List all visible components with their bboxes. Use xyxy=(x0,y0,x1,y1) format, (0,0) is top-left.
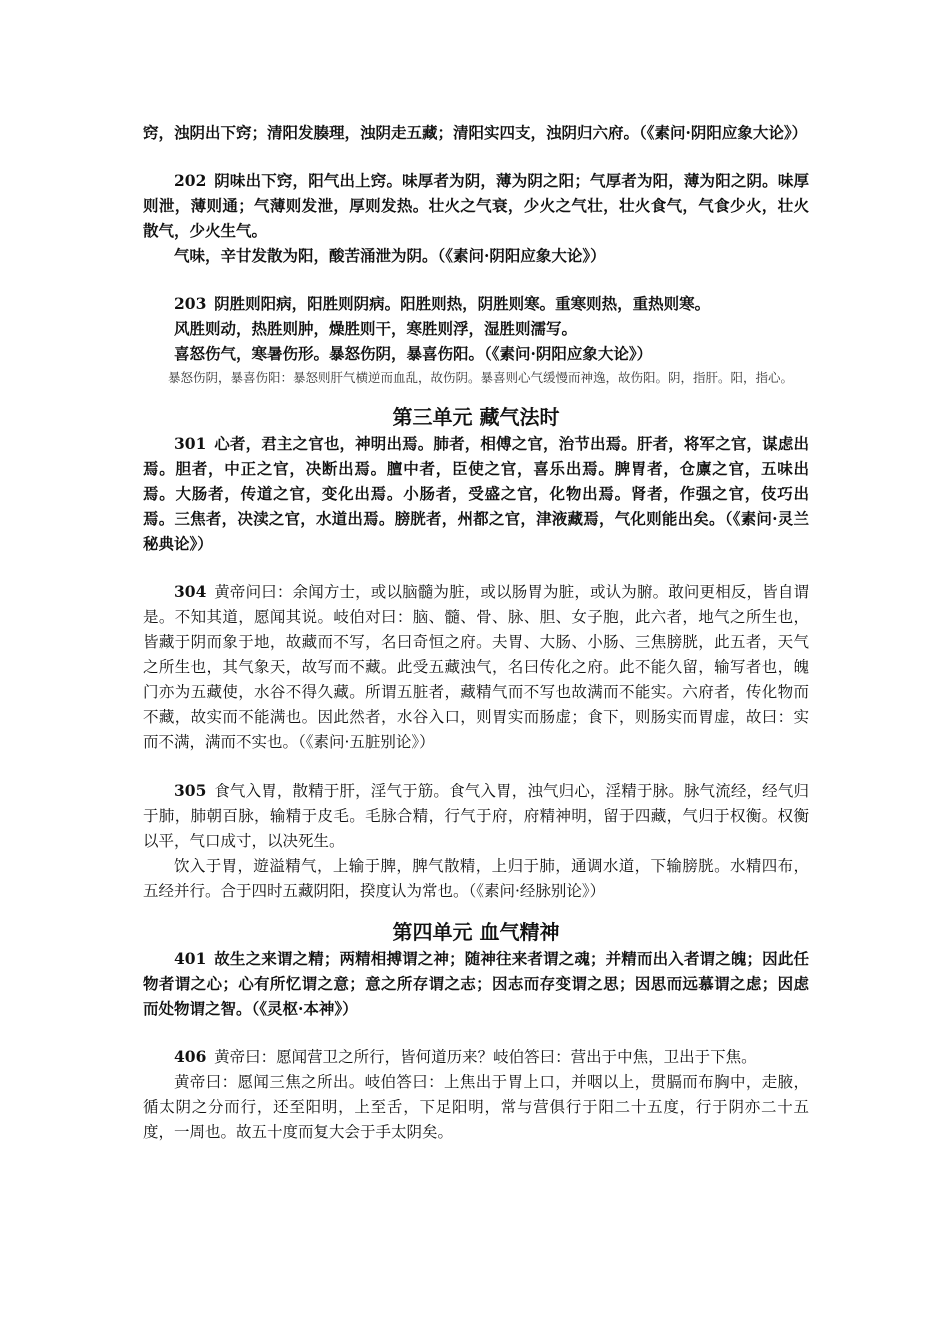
paragraph-number: 401 xyxy=(174,949,207,968)
paragraph-number: 304 xyxy=(174,582,207,601)
paragraph-305-cont: 饮入于胃，遊溢精气，上输于脾，脾气散精，上归于肺，通调水道，下输膀胱。水精四布，五经并行。合于四时五藏阴阳，揆度认为常也。（《素问·经脉别论》） xyxy=(143,857,809,900)
paragraph-202 xyxy=(143,168,809,243)
paragraph-301 xyxy=(143,431,809,556)
spacer xyxy=(143,904,809,918)
paragraph-number: 301 xyxy=(174,434,207,453)
paragraph-number: 203 xyxy=(174,294,207,313)
document-page xyxy=(143,120,809,1145)
paragraph-201-tail: 窍，浊阴出下窍；清阳发腠理，浊阴走五藏；清阳实四支，浊阴归六府。（《素问·阴阳应象大论》） xyxy=(143,123,808,142)
paragraph-text: 心者，君主之官也，神明出焉。肺者，相傅之官，治节出焉。肝者，将军之官，谋虑出焉。胆者，中正之官，决断出焉。膻中者，臣使之官，喜乐出焉。脾胃者，仓廪之官，五味出焉。大肠者，传道之官，变化出焉。小肠者，受盛之官，化物出焉。肾者，作强之官，伎巧出焉。三焦者，决渎之官，水道出焉。膀胱者，州都之官，津液藏焉，气化则能出矣。（《素问·灵兰秘典论》） xyxy=(143,434,809,553)
paragraph-number: 202 xyxy=(174,171,207,190)
spacer xyxy=(143,268,809,291)
paragraph-203-cont: 风胜则动，热胜则肿，燥胜则干，寒胜则浮，湿胜则濡写。 xyxy=(174,319,578,338)
spacer xyxy=(143,1021,809,1044)
paragraph-number: 406 xyxy=(174,1047,207,1066)
paragraph-text: 阴胜则阳病，阳胜则阴病。阳胜则热，阴胜则寒。重寒则热，重热则寒。 xyxy=(214,294,711,313)
spacer xyxy=(143,755,809,778)
paragraph-304 xyxy=(143,579,809,755)
spacer xyxy=(143,556,809,579)
unit-4-title: 第四单元 血气精神 xyxy=(392,920,560,944)
paragraph-text: 故生之来谓之精；两精相搏谓之神；随神往来者谓之魂；并精而出入者谓之魄；因此任物者谓之心；心有所忆谓之意；意之所存谓之志；因志而存变谓之思；因思而远慕谓之虑；因虑而处物谓之智。（《灵枢·本神》） xyxy=(143,949,809,1018)
paragraph-text: 黄帝曰：愿闻营卫之所行，皆何道历来？岐伯答曰：营出于中焦，卫出于下焦。 xyxy=(214,1048,757,1066)
paragraph-401 xyxy=(143,946,809,1021)
paragraph-text: 黄帝问曰：余闻方士，或以脑髓为脏，或以肠胃为脏，或认为腑。敢问更相反，皆自谓是。不知其道，愿闻其说。岐伯对曰：脑、髓、骨、脉、胆、女子胞，此六者，地气之所生也，皆藏于阴而象于地，故藏而不写，名曰奇恒之府。夫胃、大肠、小肠、三焦膀胱，此五者，天气之所生也，其气象天，故写而不藏。此受五藏浊气，名曰传化之府。此不能久留，输写者也，魄门亦为五藏使，水谷不得久藏。所谓五脏者，藏精气而不写也故满而不能实。六府者，传化物而不藏，故实而不能满也。因此然者，水谷入口，则胃实而肠虚；食下，则肠实而胃虚，故曰：实而不满，满而不实也。（《素问·五脏别论》） xyxy=(143,583,809,751)
spacer xyxy=(143,389,809,403)
paragraph-203 xyxy=(143,291,809,316)
paragraph-406 xyxy=(143,1044,809,1070)
paragraph-text: 食气入胃，散精于肝，淫气于筋。食气入胃，浊气归心，淫精于脉。脉气流经，经气归于肺，肺朝百脉，输精于皮毛。毛脉合精，行气于府，府精神明，留于四藏，气归于权衡。权衡以平，气口成寸，以决死生。 xyxy=(143,782,809,850)
paragraph-305 xyxy=(143,778,809,854)
unit-3-title: 第三单元 藏气法时 xyxy=(392,405,560,429)
paragraph-202-cont: 气味，辛甘发散为阳，酸苦涌泄为阴。（《素问·阴阳应象大论》） xyxy=(174,246,606,265)
paragraph-406-cont: 黄帝曰：愿闻三焦之所出。岐伯答曰：上焦出于胃上口，并咽以上，贯膈而布胸中，走腋，循太阴之分而行，还至阳明，上至舌，下足阳明，常与营俱行于阳二十五度，行于阴亦二十五度，一周也。故五十度而复大会于手太阴矣。 xyxy=(143,1073,809,1141)
paragraph-203-note: 暴怒伤阴，暴喜伤阳：暴怒则肝气横逆而血乱，故伤阴。暴喜则心气缓慢而神逸，故伤阳。阴，指肝。阳，指心。 xyxy=(168,370,794,385)
spacer xyxy=(143,145,809,168)
paragraph-number: 305 xyxy=(174,781,207,800)
paragraph-203-cont2: 喜怒伤气，寒暑伤形。暴怒伤阴，暴喜伤阳。（《素问·阴阳应象大论》） xyxy=(174,344,653,363)
paragraph-text: 阴味出下窍，阳气出上窍。味厚者为阴，薄为阴之阳；气厚者为阳，薄为阳之阴。味厚则泄，薄则通；气薄则发泄，厚则发热。壮火之气衰，少火之气壮，壮火食气，气食少火，壮火散气，少火生气。 xyxy=(143,171,809,240)
